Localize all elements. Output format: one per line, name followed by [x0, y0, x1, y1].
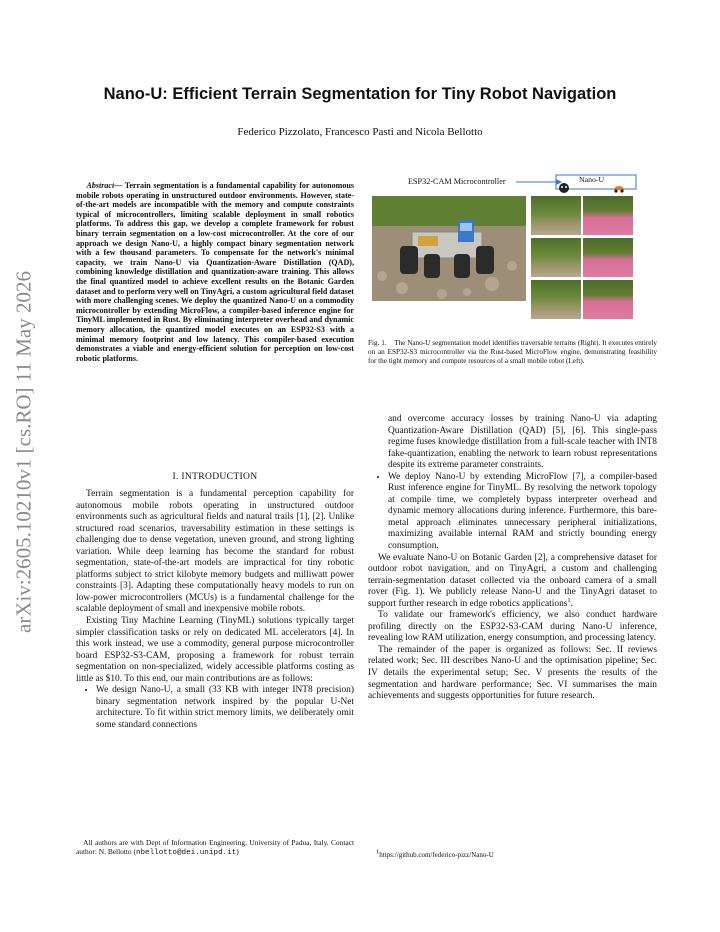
terrain-thumb-rgb-1 — [531, 196, 581, 235]
paper-title: Nano-U: Efficient Terrain Segmentation for Tiny Robot Navigation — [103, 85, 617, 103]
terrain-thumb-rgb-3 — [531, 280, 581, 319]
abstract-label: Abstract — [86, 181, 115, 190]
paper-authors: Federico Pizzolato, Francesco Pasti and Nicola Bellotto — [237, 126, 483, 138]
figure-label-mcu: ESP32-CAM Microcontroller — [408, 177, 506, 186]
right-column-body — [368, 414, 657, 703]
rover-illustration — [372, 196, 526, 301]
abstract-text: Terrain segmentation is a fundamental capability for autonomous mobile robots operating in unstructured outdoor environments. However, state-of-the-art models are incompatible with the memory and compute constraints typical of microcontrollers, limiting scalable deployment in small robotics platforms. To address this gap, we develop a complete framework for robust binary terrain segmentation on a low-cost microcontroller. At the core of our approach we design Nano-U, a highly compact binary segmentation network with a few thousand parameters. To compensate for the network's minimal capacity, we train Nano-U via Quantization-Aware Distillation (QAD), combining knowledge distillation and quantization-aware training. This allows the final quantized model to achieve excellent results on the Botanic Garden dataset and to perform very well on TinyAgri, a custom agricultural field dataset with more challenging scenes. We deploy the quantized Nano-U on a commodity microcontroller by extending MicroFlow, a compiler-based inference engine for TinyML implemented in Rust. By eliminating interpreter overhead and dynamic memory allocation, the quantized model executes on an ESP32-S3 with a minimal memory footprint and low latency. This compiler-based execution demonstrates a viable and energy-efficient solution for perception on low-cost robotic platforms. — [76, 181, 354, 363]
arxiv-stamp: arXiv:2605.10210v1 [cs.RO] 11 May 2026 — [11, 270, 36, 634]
figure-caption — [368, 339, 657, 366]
figure-caption-label: Fig. 1. — [368, 339, 387, 347]
intro-paragraph-4: To validate our framework's efficiency, we also conduct hardware profiling directly on the ESP32-S3-CAM during Nano-U inference, revealing low RAM utilization, energy consumption, and processing latency. — [368, 610, 657, 644]
figure-1 — [368, 174, 657, 334]
intro-paragraph-2: Existing Tiny Machine Learning (TinyML) solutions typically target simpler classification tasks or rely on dedicated ML accelerators [4]. In this work instead, we use a commodity, general purpose microcontroller board ESP32-S3-CAM, proposing a framework for robust terrain segmentation on non-specialized, widely accessible platforms costing as little as $10. To this end, our main contributions are as follows: — [76, 616, 354, 684]
figure-label-model: Nano-U — [579, 175, 605, 184]
terrain-thumb-rgb-2 — [531, 238, 581, 277]
url-footnote-mark: 1 — [376, 848, 380, 856]
abstract — [76, 181, 354, 363]
affiliation-text: All authors are with Dept of Information Engineering, University of Padua, Italy. Contact author: N. Bellotto ( — [76, 838, 354, 857]
contact-email-link[interactable]: nbellotto@dei.unipd.it — [135, 849, 237, 858]
figure-caption-text: The Nano-U segmentation model identifies traversable terrains (Right). It executes entirely on an ESP32-S3 microcontroller via the Rust-based MicroFlow engine, demonstrating feasibility for the tight memory and compute resources of a small mobile robot (Left). — [368, 339, 657, 365]
contribution-item-1a: • We design Nano-U, a small (33 KB with integer INT8 precision) binary segmentation network inspired by the popular U-Net architecture. To fit within strict memory limits, we deliberately omit some standard connections — [96, 685, 354, 731]
url-footnote — [376, 848, 656, 859]
intro-paragraph-3-end: . — [570, 598, 574, 609]
affiliation-end: ) — [236, 847, 239, 857]
contributions-list-cont — [368, 472, 657, 553]
intro-paragraph-1: Terrain segmentation is a fundamental perception capability for autonomous mobile robots operating in unstructured outdoor environments such as agricultural fields and natural trails [1], [2]. Unlike structured road scenarios, traversability estimation in these settings is challenging due to dense vegetation, uneven ground, and strong lighting variation. While deep learning has become the standard for robust segmentation, state-of-the-art models are impractical for tiny robotic platforms subject to strict kilobyte memory budgets and milliwatt power constraints [3]. Adapting these computationally heavy models to run on low-power microcontrollers (MCUs) is a fundamental challenge for the scalable deployment of small and inexpensive mobile robots. — [76, 489, 354, 615]
intro-paragraph-5: The remainder of the paper is organized as follows: Sec. II reviews related work; Sec. III describes Nano-U and the optimisation pipeline; Sec. IV details the experimental setup; Sec. V presents the results of the segmentation and hardware performance; Sec. VI summarises the main achievements and suggests opportunities for future research. — [368, 644, 657, 702]
rover-photo — [372, 196, 526, 301]
terrain-thumb-seg-2 — [583, 238, 633, 277]
figure-icons — [558, 181, 638, 195]
footnote-mark-1[interactable]: 1 — [567, 596, 571, 604]
section-heading-introduction: I. INTRODUCTION — [172, 471, 258, 482]
terrain-thumb-seg-3 — [583, 280, 633, 319]
repository-link[interactable]: https://github.com/federico-pizz/Nano-U — [379, 851, 494, 859]
intro-paragraph-3-text: We evaluate Nano-U on Botanic Garden [2], a comprehensive dataset for outdoor robot navigation, and on TinyAgri, a custom and challenging terrain-segmentation dataset collected via the onboard camera of a small rover (Fig. 1). We publicly release Nano-U and the TinyAgri dataset to support further research in edge robotics applications — [368, 552, 657, 609]
intro-paragraph-3 — [368, 553, 657, 611]
contribution-item-2: • We deploy Nano-U by extending MicroFlow [7], a compiler-based Rust inference engine for TinyML. By resolving the network topology at compile time, we completely bypass interpreter overhead and dynamic memory allocations during inference. Furthermore, this bare-metal approach eliminates unnecessary peripheral initializations, maximizing available internal RAM and strictly bounding energy consumption. — [388, 472, 657, 553]
contribution-item-1b: and overcome accuracy losses by training Nano-U via adapting Quantization-Aware Distillation (QAD) [5], [6]. This single-pass regime fuses knowledge distillation from a full-scale teacher with INT8 fake-quantization, enabling the network to learn robust representations despite its extreme parameter constraints. — [388, 414, 657, 471]
left-column-body — [76, 489, 354, 731]
contributions-list — [76, 685, 354, 731]
abstract-dash: — — [114, 181, 123, 190]
terrain-thumb-seg-1 — [583, 196, 633, 235]
affiliation-footnote — [76, 838, 354, 859]
